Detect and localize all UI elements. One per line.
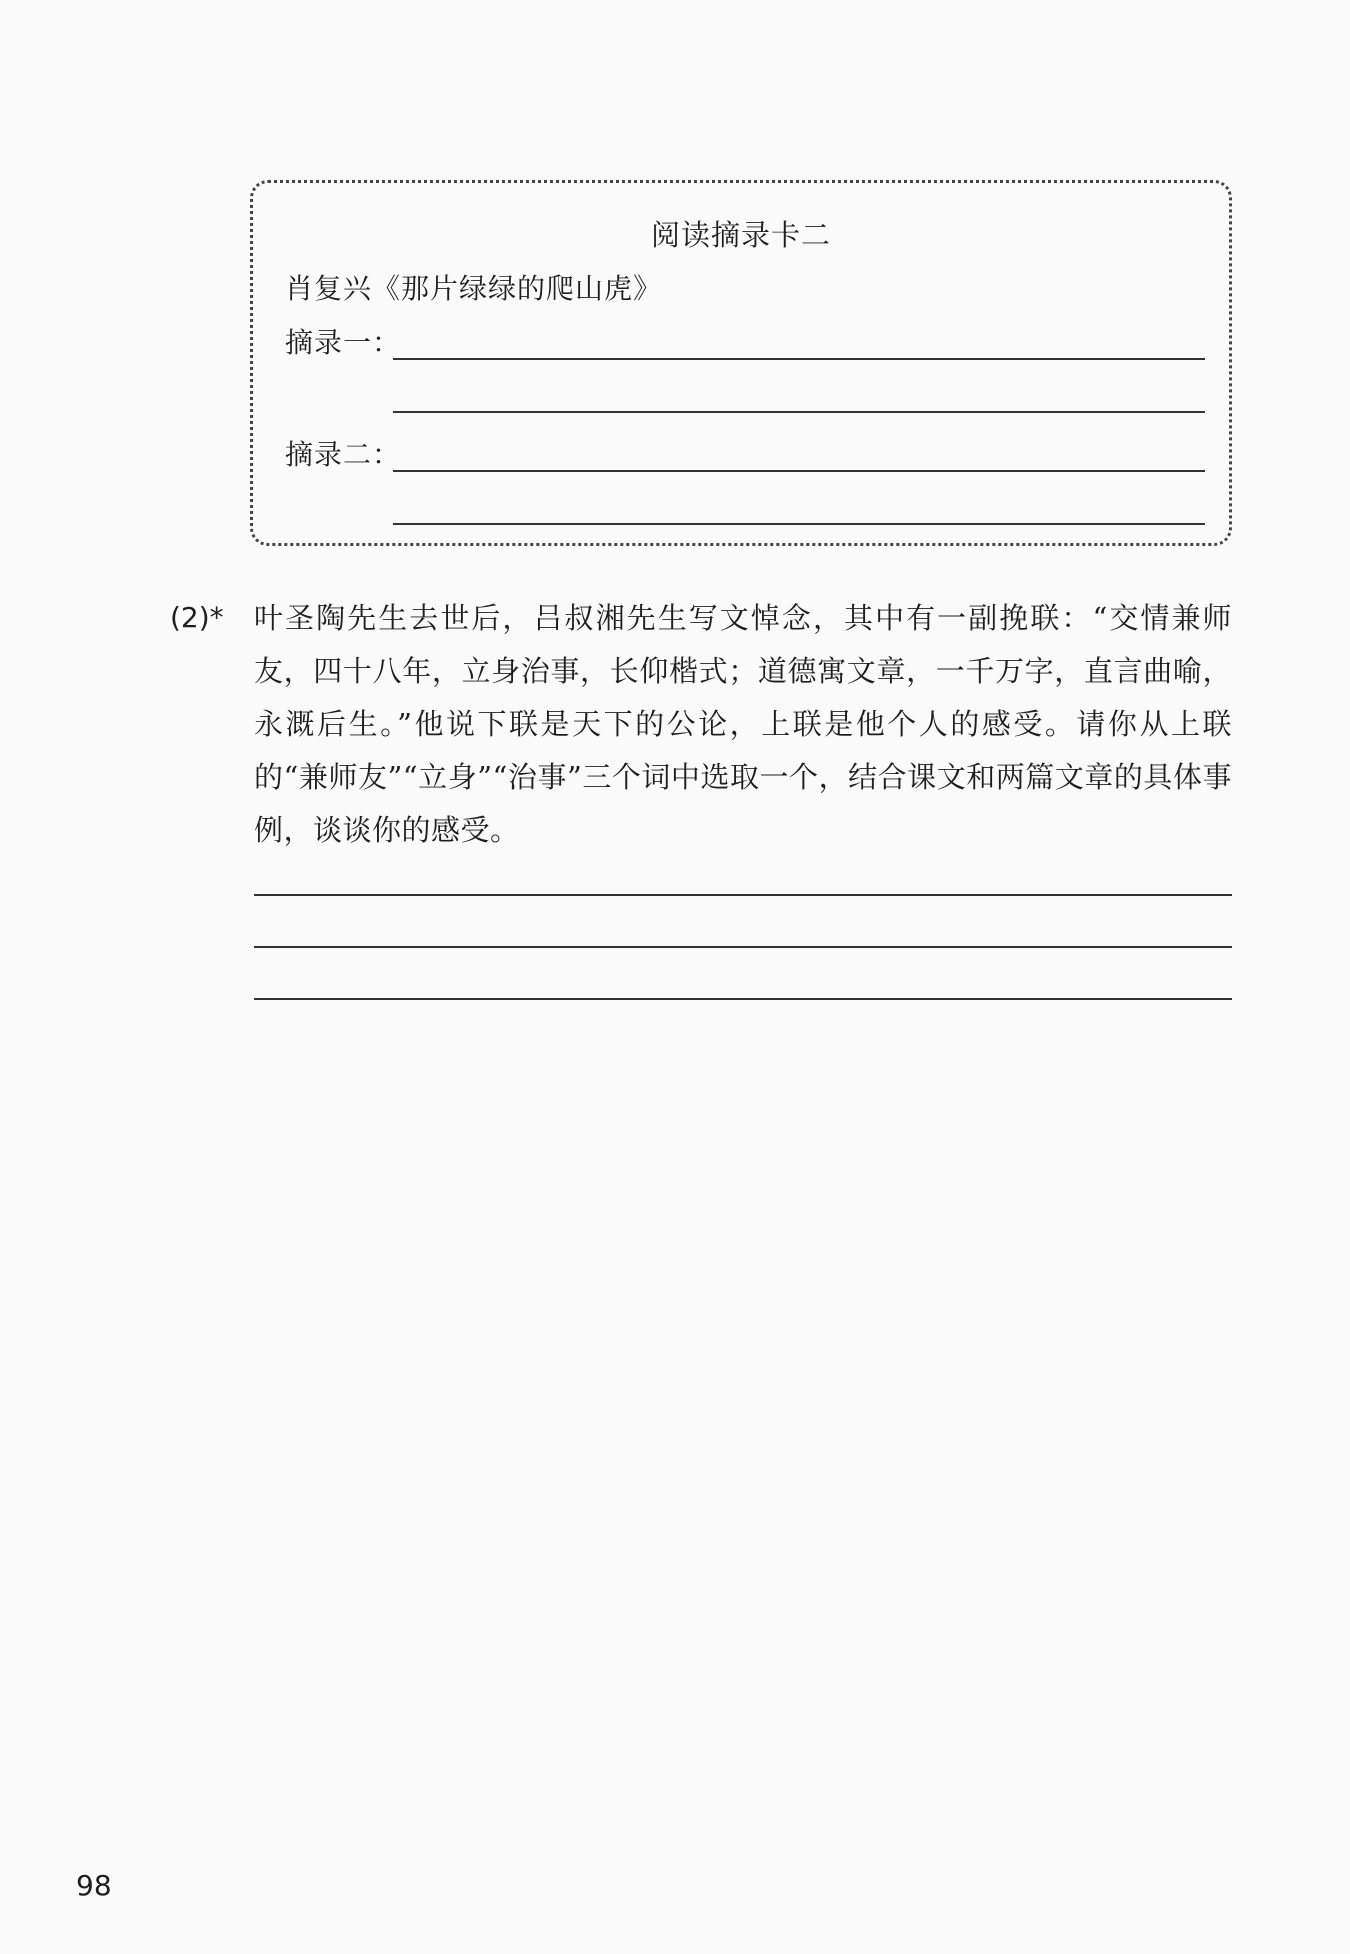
excerpt-label-2: 摘录二： <box>285 438 402 471</box>
card-source: 肖复兴《那片绿绿的爬山虎》 <box>285 272 663 305</box>
excerpt-card <box>250 180 1232 546</box>
answer-line-2[interactable] <box>254 946 1232 948</box>
excerpt-2-blank-line-2[interactable] <box>393 523 1205 525</box>
excerpt-row-2 <box>285 435 1205 475</box>
excerpt-1-blank-line-2[interactable] <box>393 411 1205 413</box>
answer-line-1[interactable] <box>254 894 1232 896</box>
page-number: 98 <box>76 1869 112 1902</box>
card-title: 阅读摘录卡二 <box>650 218 831 252</box>
excerpt-1-blank-line-1[interactable] <box>393 358 1205 360</box>
excerpt-row-1 <box>285 323 1205 363</box>
answer-line-3[interactable] <box>254 998 1232 1000</box>
excerpt-2-blank-line-1[interactable] <box>393 470 1205 472</box>
excerpt-label-1: 摘录一： <box>285 326 402 359</box>
question-number: (2)* <box>170 601 224 634</box>
question-text: 叶圣陶先生去世后，吕叔湘先生写文悼念，其中有一副挽联：“交情兼师友，四十八年，立身治事，长仰楷式；道德寓文章，一千万字，直言曲喻，永溉后生。”他说下联是天下的公论，上联是他个人的感受。请你从上联的“兼师友”“立身”“治事”三个词中选取一个，结合课文和两篇文章的具体事例，谈谈你的感受。 <box>254 601 1232 847</box>
